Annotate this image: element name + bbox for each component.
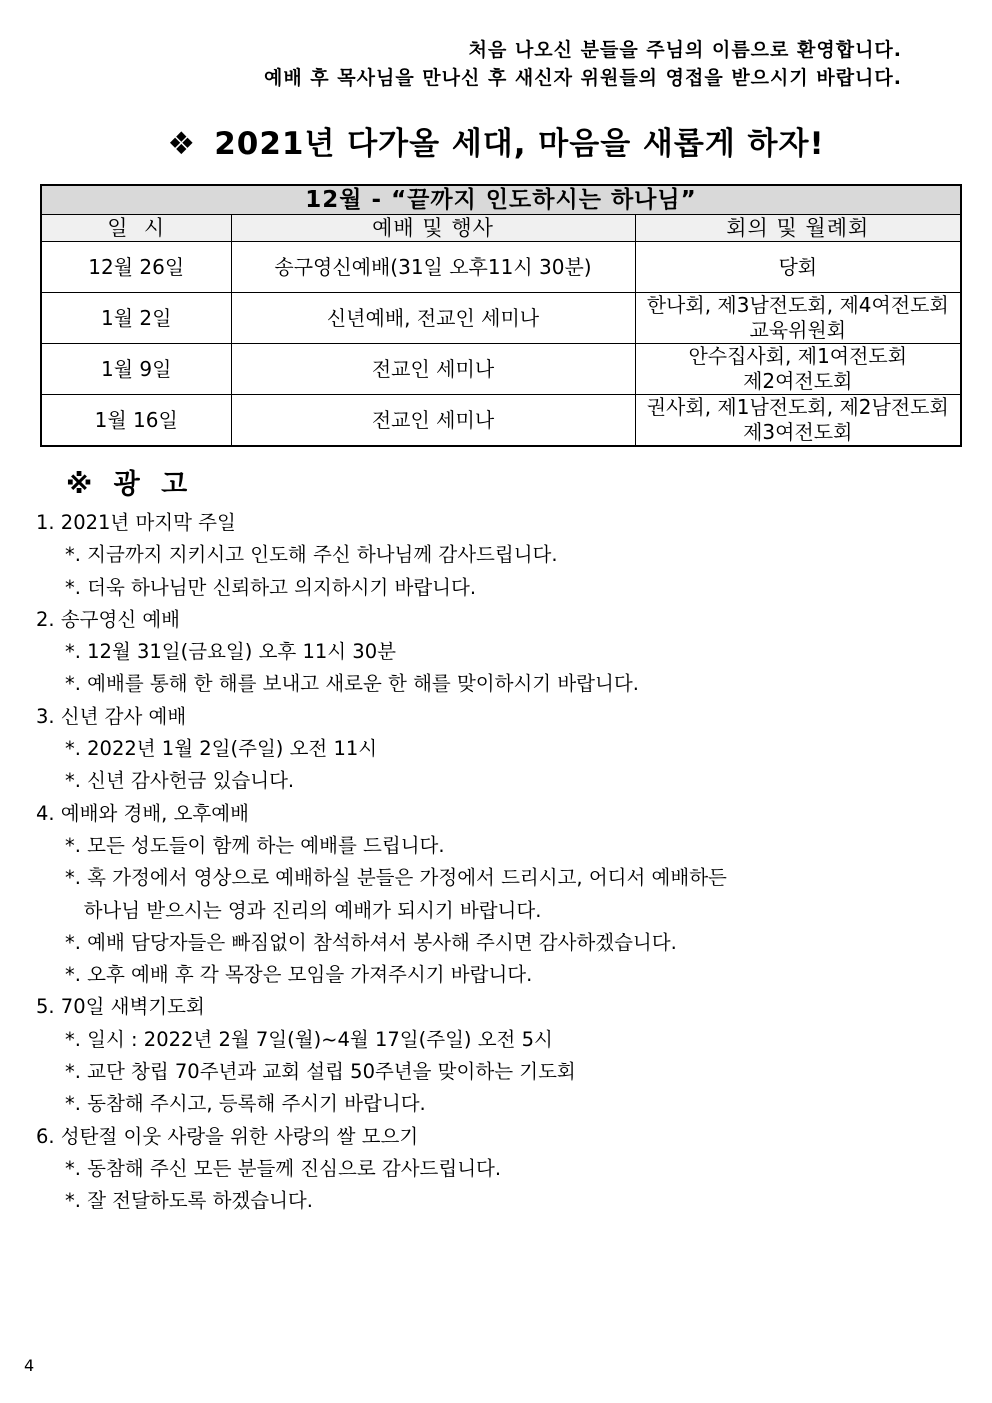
- welcome-message: [264, 36, 902, 92]
- row-meeting: [635, 293, 961, 344]
- row-meeting-line: 교육위원회: [749, 318, 847, 342]
- announcement-item: 3. 신년 감사 예배: [36, 704, 187, 728]
- announcement-item: 1. 2021년 마지막 주일: [36, 511, 236, 534]
- yearly-theme: [0, 118, 992, 163]
- row-meeting-line: 제3여전도회: [743, 420, 853, 444]
- column-header-date: 일 시: [41, 215, 231, 242]
- table-row: [41, 395, 961, 447]
- announcement-item: 5. 70일 새벽기도회: [36, 995, 205, 1019]
- announcement-detail: *. 예배를 통해 한 해를 보내고 새로운 한 해를 맞이하시기 바랍니다.: [65, 672, 639, 696]
- page-number: 4: [24, 1356, 35, 1375]
- announcement-item: 6. 성탄절 이웃 사랑을 위한 사랑의 쌀 모으기: [36, 1124, 419, 1148]
- schedule-month-title: 12월 - “끝까지 인도하시는 하나님”: [41, 185, 961, 215]
- row-meeting-line: 안수집사회, 제1여전도회: [688, 344, 908, 368]
- announcement-item: 4. 예배와 경배, 오후예배: [36, 801, 249, 825]
- column-header-event: 예배 및 행사: [231, 215, 635, 242]
- row-date: 1월 2일: [41, 293, 231, 344]
- row-meeting-line: 한나회, 제3남전도회, 제4여전도회: [646, 293, 949, 317]
- announcement-detail: 하나님 받으시는 영과 진리의 예배가 되시기 바랍니다.: [65, 898, 542, 922]
- row-date: 12월 26일: [41, 242, 231, 293]
- schedule-table: [40, 184, 962, 447]
- announcement-detail: *. 혹 가정에서 영상으로 예배하실 분들은 가정에서 드리시고, 어디서 예배하든: [65, 866, 727, 890]
- row-event: 전교인 세미나: [231, 344, 635, 395]
- row-meeting-line: 제2여전도회: [743, 369, 853, 393]
- announcement-item: 2. 송구영신 예배: [36, 607, 181, 631]
- announcements-list: [36, 507, 936, 1218]
- row-meeting: [635, 242, 961, 293]
- table-row: [41, 293, 961, 344]
- announcement-detail: *. 2022년 1월 2일(주일) 오전 11시: [65, 737, 378, 761]
- row-meeting: [635, 344, 961, 395]
- announcement-detail: *. 잘 전달하도록 하겠습니다.: [65, 1189, 313, 1213]
- announcement-detail: *. 예배 담당자들은 빠짐없이 참석하셔서 봉사해 주시면 감사하겠습니다.: [65, 930, 677, 954]
- announcement-detail: *. 지금까지 지키시고 인도해 주신 하나님께 감사드립니다.: [65, 543, 558, 567]
- announcement-detail: *. 12월 31일(금요일) 오후 11시 30분: [65, 640, 396, 664]
- row-event: 전교인 세미나: [231, 395, 635, 447]
- announcement-detail: *. 모든 성도들이 함께 하는 예배를 드립니다.: [65, 833, 445, 857]
- announcement-detail: *. 동참해 주신 모든 분들께 진심으로 감사드립니다.: [65, 1156, 502, 1180]
- welcome-line-2: 예배 후 목사님을 만나신 후 새신자 위원들의 영접을 받으시기 바랍니다.: [263, 67, 902, 89]
- row-event: 송구영신예배(31일 오후11시 30분): [231, 242, 635, 293]
- announcement-detail: *. 오후 예배 후 각 목장은 모임을 가져주시기 바랍니다.: [65, 963, 533, 987]
- row-meeting: [635, 395, 961, 447]
- row-date: 1월 9일: [41, 344, 231, 395]
- announcement-detail: *. 일시 : 2022년 2월 7일(월)~4월 17일(주일) 오전 5시: [65, 1027, 553, 1051]
- table-row: [41, 242, 961, 293]
- welcome-line-1: 처음 나오신 분들을 주님의 이름으로 환영합니다.: [468, 39, 902, 61]
- announcement-detail: *. 더욱 하나님만 신뢰하고 의지하시기 바랍니다.: [65, 575, 477, 599]
- yearly-theme-text: 2021년 다가올 세대, 마음을 새롭게 하자!: [214, 126, 825, 162]
- announcement-detail: *. 신년 감사헌금 있습니다.: [65, 769, 295, 793]
- announcement-detail: *. 교단 창립 70주년과 교회 설립 50주년을 맞이하는 기도회: [65, 1060, 576, 1084]
- announcements-heading: ※ 광 고: [66, 469, 194, 500]
- announcement-detail: *. 동참해 주시고, 등록해 주시기 바랍니다.: [65, 1092, 426, 1116]
- diamond-bullet-icon: ❖: [167, 126, 197, 162]
- row-date: 1월 16일: [41, 395, 231, 447]
- row-meeting-line: 권사회, 제1남전도회, 제2남전도회: [646, 395, 949, 419]
- row-meeting-line: 당회: [778, 254, 818, 279]
- row-event: 신년예배, 전교인 세미나: [231, 293, 635, 344]
- column-header-meeting: 회의 및 월례회: [635, 215, 961, 242]
- table-row: [41, 344, 961, 395]
